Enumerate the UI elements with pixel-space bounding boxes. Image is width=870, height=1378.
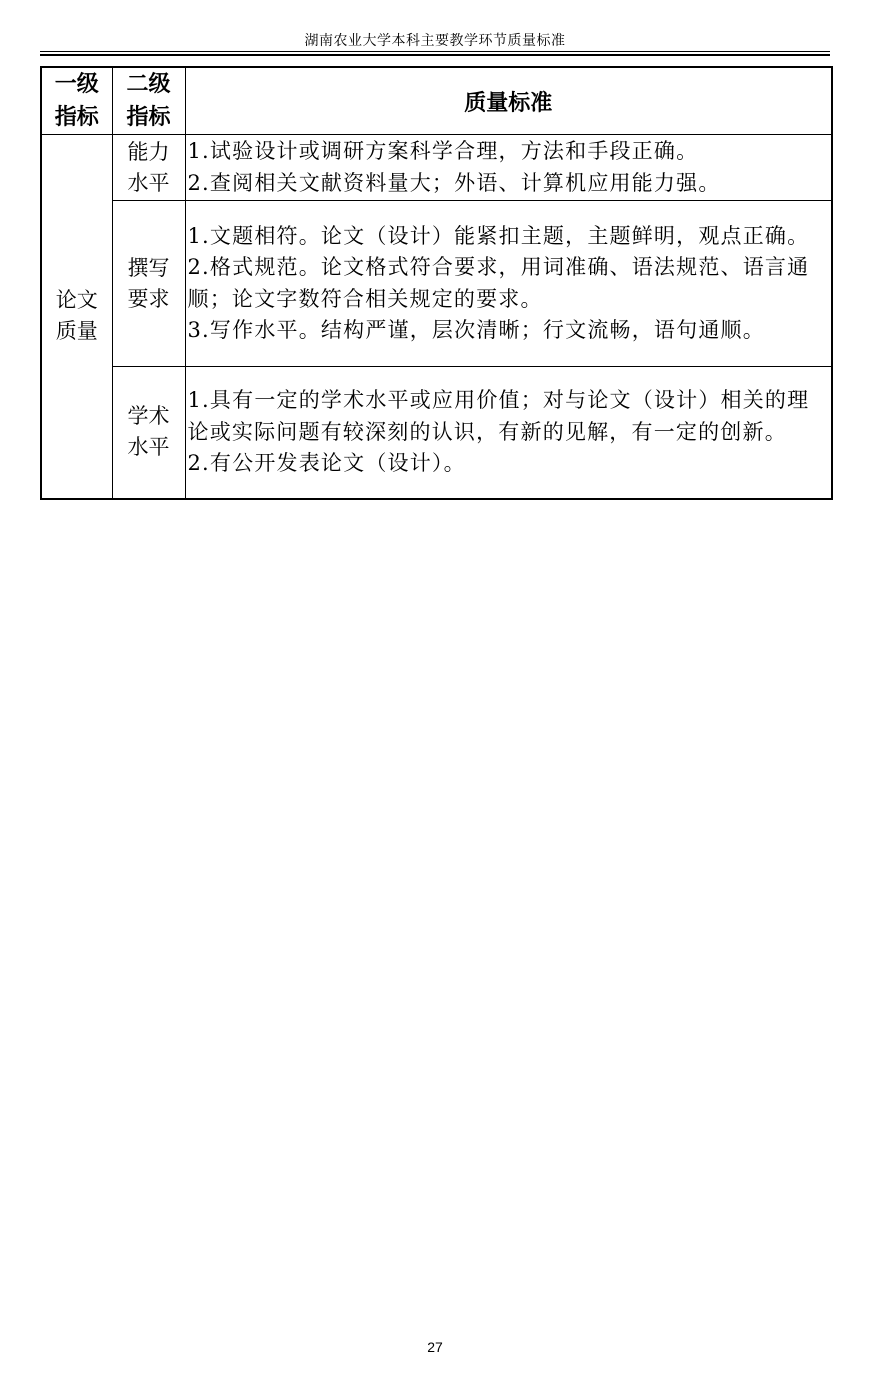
primary-indicator-cell [41,135,112,499]
standard-item: 1.试验设计或调研方案科学合理，方法和手段正确。 [187,139,699,163]
standard-item: 1.具有一定的学术水平或应用价值；对与论文（设计）相关的理论或实际问题有较深刻的认识，有新的见解，有一定的创新。 [187,388,810,444]
secondary-indicator-cell [112,135,185,201]
table-row [41,201,832,367]
page-number: 27 [427,1339,443,1355]
standard-cell [185,367,832,499]
table-row [41,135,832,201]
quality-standard-table [40,66,833,500]
header-line: 指标 [54,105,99,130]
standard-cell [185,135,832,201]
header-line: 指标 [126,105,171,130]
secondary-indicator-cell [112,201,185,367]
primary-indicator-header [41,67,112,135]
table-header-row [41,67,832,135]
header-rule [40,51,830,52]
secondary-indicator-header [112,67,185,135]
quality-standard-header: 质量标准 [185,67,832,135]
standard-item: 1.文题相符。论文（设计）能紧扣主题，主题鲜明，观点正确。 [187,223,810,248]
primary-indicator-line: 论文 [55,288,98,313]
running-header: 湖南农业大学本科主要教学环节质量标准 [304,33,566,49]
table-row [41,367,832,499]
standard-item: 2.查阅相关文献资料量大；外语、计算机应用能力强。 [187,170,721,195]
header-line: 一级 [54,72,99,97]
secondary-indicator-line: 能力 [127,139,170,164]
standard-item: 2.有公开发表论文（设计）。 [187,451,466,475]
primary-indicator-line: 质量 [55,319,98,344]
secondary-indicator-line: 水平 [127,170,170,195]
standard-item: 3.写作水平。结构严谨，层次清晰；行文流畅，语句通顺。 [187,318,765,342]
secondary-indicator-line: 撰写 [127,255,170,280]
secondary-indicator-line: 水平 [127,435,170,460]
standard-item: 2.格式规范。论文格式符合要求，用词准确、语法规范、语言通顺；论文字数符合相关规定的要求。 [187,255,810,311]
secondary-indicator-cell [112,367,185,499]
secondary-indicator-line: 要求 [127,286,170,311]
secondary-indicator-line: 学术 [127,404,170,429]
header-line: 二级 [126,72,171,97]
standard-cell [185,201,832,367]
header-rule-thick [40,54,830,56]
